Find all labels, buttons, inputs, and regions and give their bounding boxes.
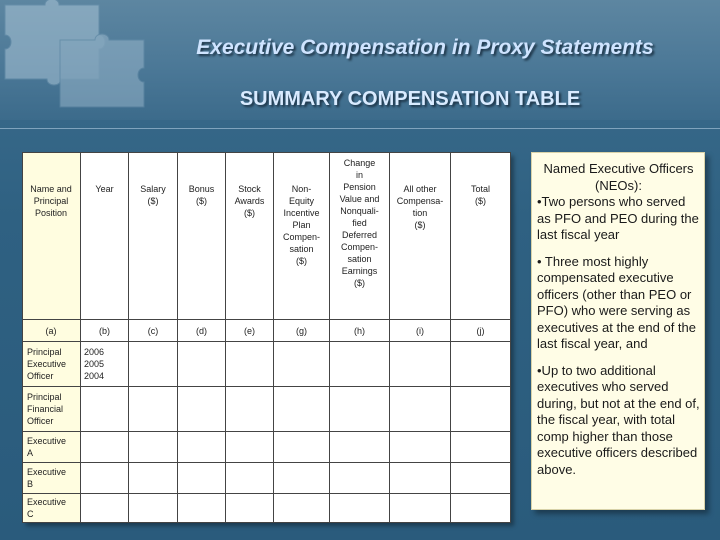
row-name: Executive C bbox=[23, 494, 81, 523]
notes-bullet: • Three most highly compensated executive officers (other than PEO or PFO) who were serving as executives at the end of the last fiscal year, and bbox=[537, 253, 696, 351]
row-name: Principal Executive Officer bbox=[23, 342, 81, 387]
table-cell bbox=[129, 342, 178, 387]
table-cell bbox=[390, 387, 451, 432]
table-cell bbox=[178, 342, 226, 387]
column-header-pension: Change in Pension Value and Nonquali- fied Deferred Compen- sation Earnings ($) bbox=[330, 153, 390, 320]
table-cell bbox=[330, 342, 390, 387]
table-cell bbox=[390, 494, 451, 523]
table-cell bbox=[129, 387, 178, 432]
table-cell bbox=[178, 463, 226, 494]
table-cell bbox=[451, 463, 511, 494]
column-letter: (j) bbox=[451, 320, 511, 342]
table-cell bbox=[274, 494, 330, 523]
notes-bullet: •Up to two additional executives who served during, but not at the end of, the fiscal year, with total comp higher than those executive officers described above. bbox=[537, 362, 700, 477]
column-header-salary: Salary ($) bbox=[129, 153, 178, 320]
column-letter: (e) bbox=[226, 320, 274, 342]
table-cell bbox=[226, 387, 274, 432]
column-header-non-equity: Non- Equity Incentive Plan Compen- sation ($) bbox=[274, 153, 330, 320]
table-cell bbox=[178, 432, 226, 463]
table-row bbox=[23, 494, 511, 523]
table-cell bbox=[390, 342, 451, 387]
table-cell bbox=[129, 463, 178, 494]
row-name: Executive A bbox=[23, 432, 81, 463]
table-cell bbox=[129, 494, 178, 523]
row-name: Executive B bbox=[23, 463, 81, 494]
row-years bbox=[81, 494, 129, 523]
column-header-year: Year bbox=[81, 153, 129, 320]
table-cell bbox=[226, 432, 274, 463]
notes-heading: Named Executive Officers (NEOs): bbox=[543, 161, 694, 193]
table-cell bbox=[330, 387, 390, 432]
table-row bbox=[23, 463, 511, 494]
table-row bbox=[23, 387, 511, 432]
header-divider bbox=[0, 128, 720, 129]
table-cell bbox=[451, 432, 511, 463]
column-letter: (i) bbox=[390, 320, 451, 342]
table-cell bbox=[226, 463, 274, 494]
column-letter: (d) bbox=[178, 320, 226, 342]
table-cell bbox=[330, 494, 390, 523]
table-cell bbox=[451, 342, 511, 387]
row-years bbox=[81, 463, 129, 494]
row-years: 2006 2005 2004 bbox=[81, 342, 129, 387]
table-cell bbox=[129, 432, 178, 463]
table-cell bbox=[330, 432, 390, 463]
table-row bbox=[23, 342, 511, 387]
column-letter: (b) bbox=[81, 320, 129, 342]
table-cell bbox=[226, 342, 274, 387]
notes-bullet: •Two persons who served as PFO and PEO during the last fiscal year bbox=[537, 194, 699, 242]
column-header-total: Total ($) bbox=[451, 153, 511, 320]
neo-notes-box bbox=[531, 152, 705, 510]
column-header-all-other: All other Compensa- tion ($) bbox=[390, 153, 451, 320]
column-header-name: Name and Principal Position bbox=[23, 153, 81, 320]
column-letter: (h) bbox=[330, 320, 390, 342]
table-cell bbox=[390, 463, 451, 494]
column-header-bonus: Bonus ($) bbox=[178, 153, 226, 320]
table-cell bbox=[178, 494, 226, 523]
table-cell bbox=[274, 432, 330, 463]
page-title: Executive Compensation in Proxy Statements bbox=[196, 36, 654, 59]
table-cell bbox=[274, 463, 330, 494]
column-header-stock-awards: Stock Awards ($) bbox=[226, 153, 274, 320]
row-years bbox=[81, 432, 129, 463]
column-letter: (a) bbox=[23, 320, 81, 342]
table-cell bbox=[226, 494, 274, 523]
row-name: Principal Financial Officer bbox=[23, 387, 81, 432]
table-cell bbox=[390, 432, 451, 463]
page-subtitle: SUMMARY COMPENSATION TABLE bbox=[239, 88, 581, 110]
table-cell bbox=[330, 463, 390, 494]
table-cell bbox=[451, 494, 511, 523]
table-row bbox=[23, 432, 511, 463]
table-cell bbox=[178, 387, 226, 432]
summary-compensation-table bbox=[22, 152, 510, 522]
column-letter: (c) bbox=[129, 320, 178, 342]
table-cell bbox=[274, 387, 330, 432]
table-cell bbox=[451, 387, 511, 432]
table-cell bbox=[274, 342, 330, 387]
column-letter: (g) bbox=[274, 320, 330, 342]
row-years bbox=[81, 387, 129, 432]
